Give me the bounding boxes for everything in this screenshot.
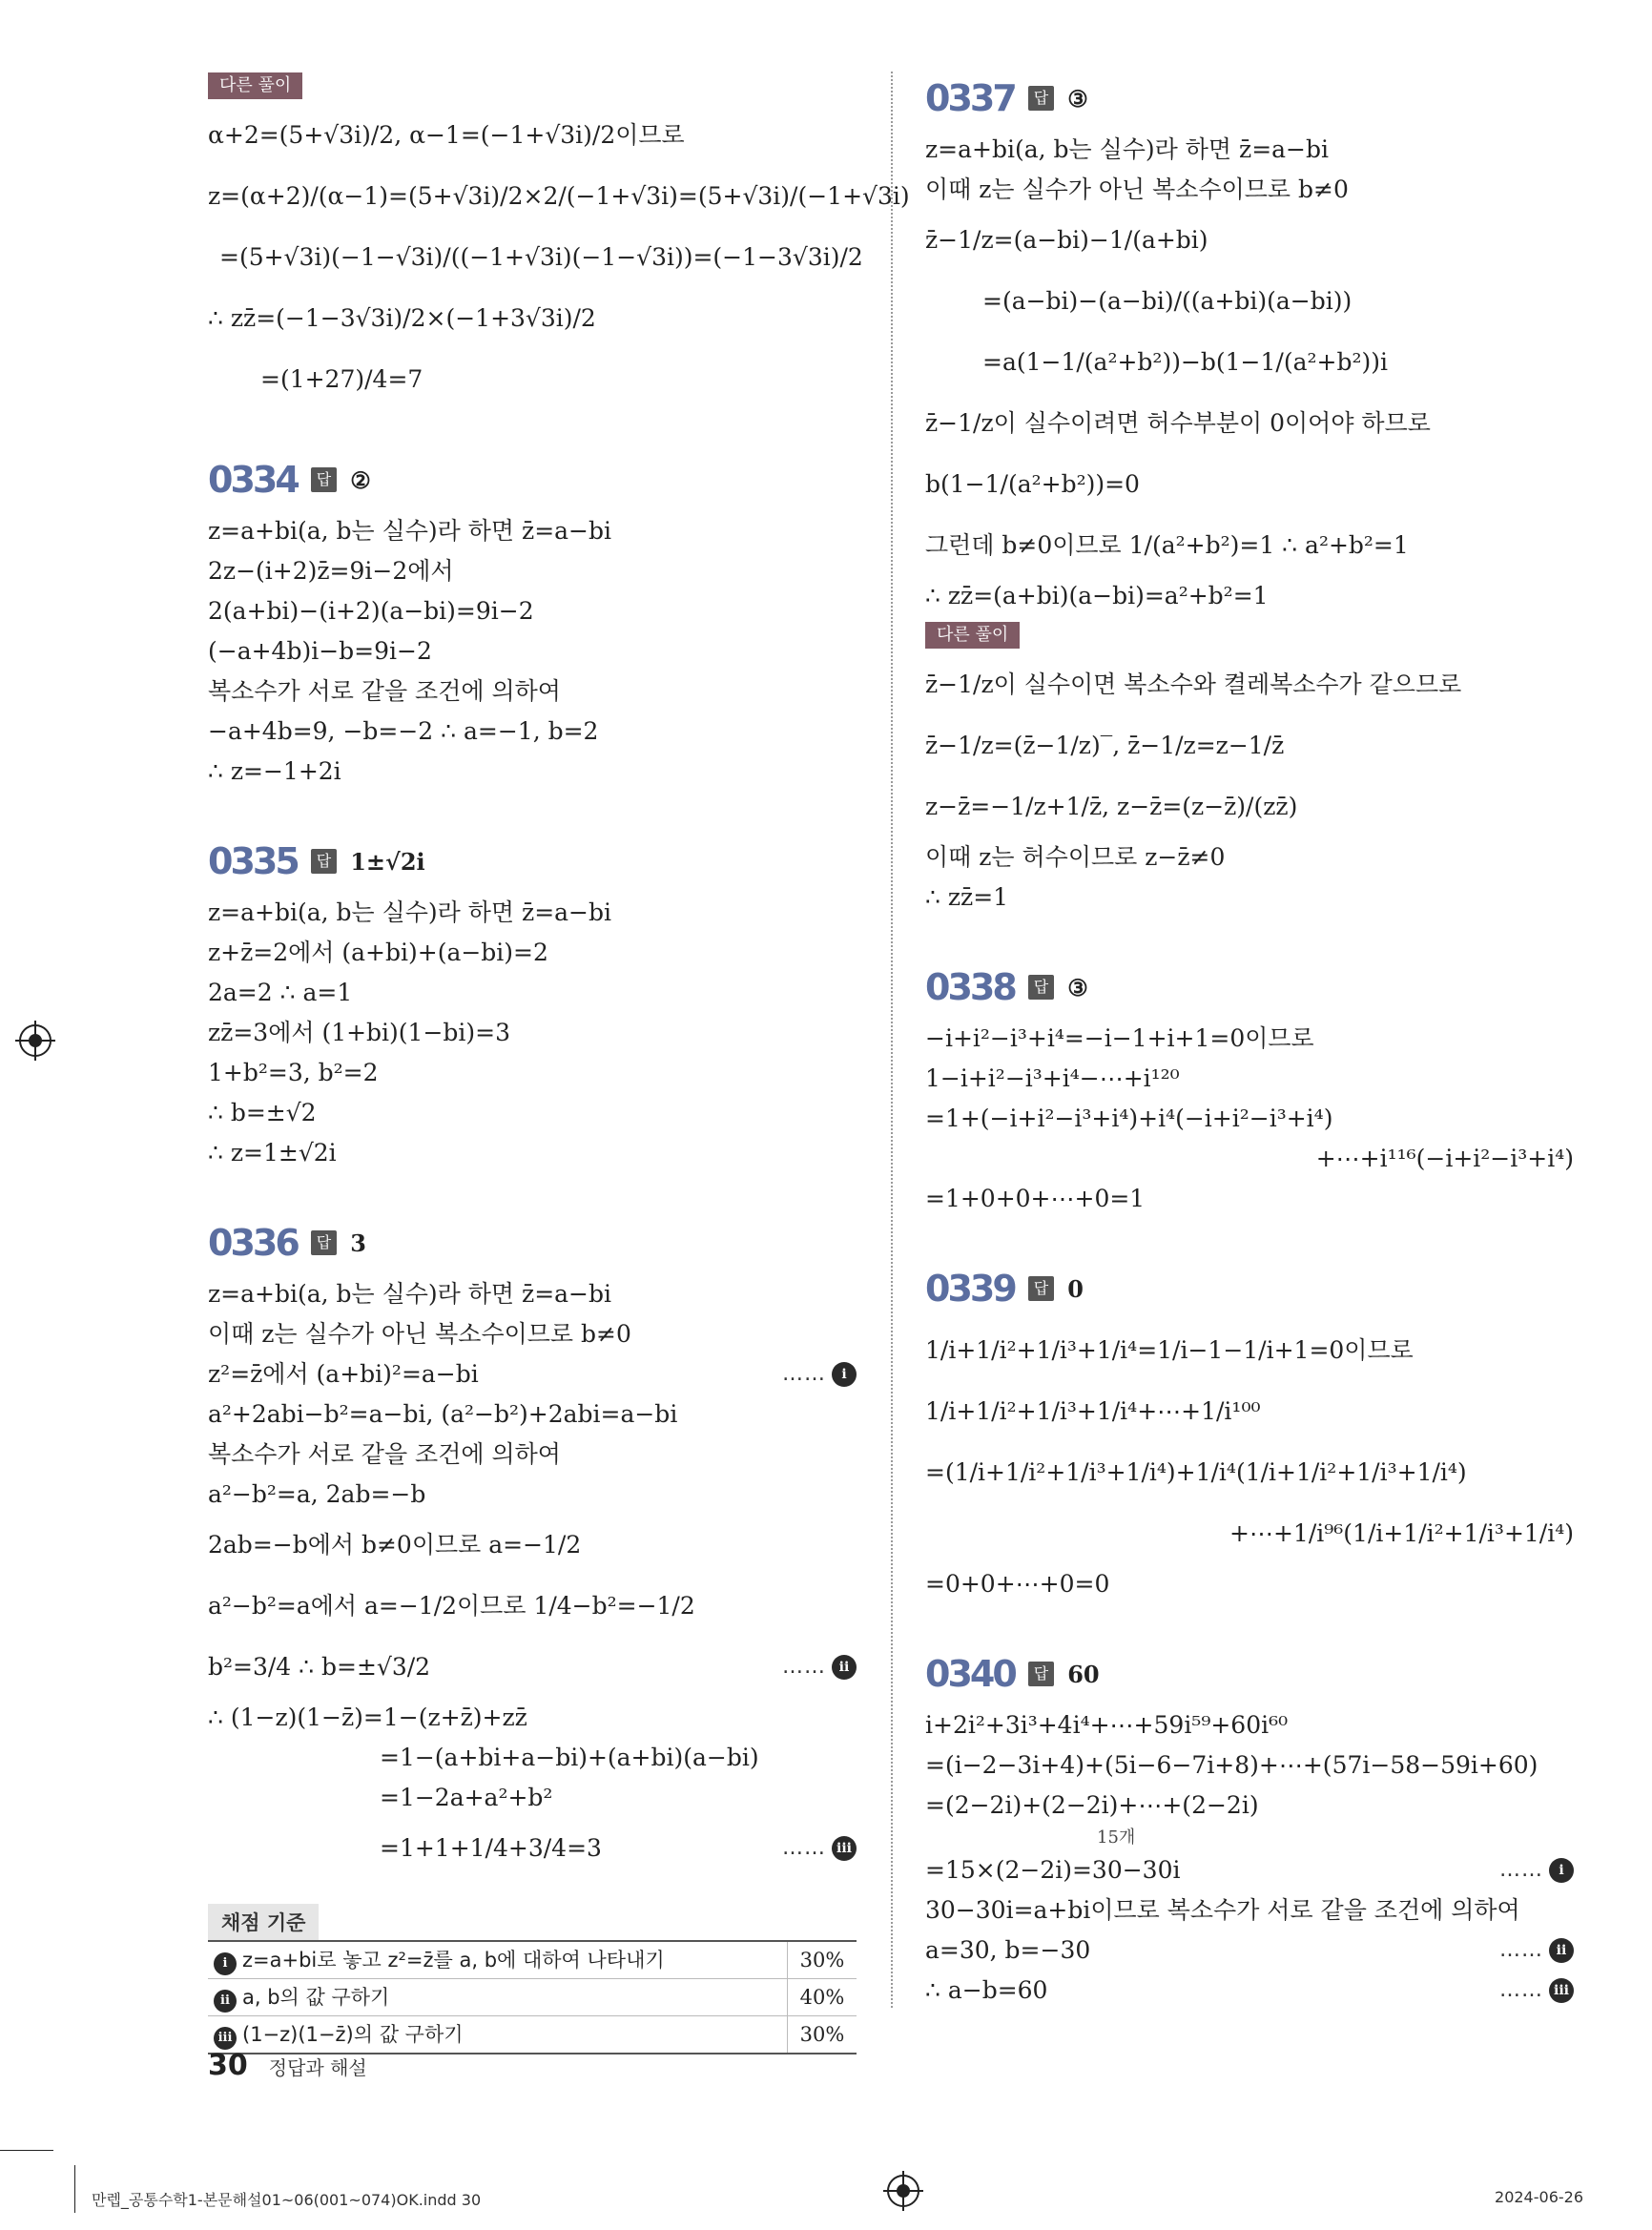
step-marker	[782, 1354, 857, 1394]
alt-line: z̄−1/z이 실수이면 복소수와 켤레복소수가 같으므로	[925, 671, 1462, 698]
step-marker	[782, 1637, 857, 1698]
solution-text: a=30, b=−30	[925, 1936, 1091, 1964]
solution-line: =(a−bi)−(a−bi)/((a+bi)(a−bi))	[982, 287, 1353, 315]
answer-value: 1±√2i	[350, 847, 425, 876]
alt-line: z̄−1/z=(z̄−1/z)‾, z̄−1/z=z−1/z̄	[925, 732, 1285, 759]
alt-line: ∴ zz̄=(−1−3√3i)/2×(−1+3√3i)/2	[208, 304, 596, 332]
problem-0334-header	[208, 448, 857, 511]
scoring-table	[208, 1940, 857, 2054]
answer-value: ③	[1067, 973, 1088, 1001]
scoring-criterion	[208, 1941, 788, 1979]
criterion-text: (1−z)(1−z̄)의 값 구하기	[242, 2023, 464, 2046]
solution-line: a²−b²=a에서 a=−1/2이므로 1/4−b²=−1/2	[208, 1592, 695, 1620]
solution-line: 1/i+1/i²+1/i³+1/i⁴=1/i−1−1/i+1=0이므로	[925, 1336, 1414, 1364]
solution-line: z+z̄=2에서 (a+bi)+(a−bi)=2	[208, 939, 548, 966]
alt-solution-tag: 다른 풀이	[208, 72, 302, 99]
solution-line: +⋯+i¹¹⁶(−i+i²−i³+i⁴)	[1315, 1145, 1574, 1172]
problem-0340-header	[925, 1642, 1574, 1705]
solution-line: 복소수가 서로 같을 조건에 의하여	[208, 1440, 561, 1468]
marker-dots: ……	[782, 1362, 826, 1386]
solution-line: (−a+4b)i−b=9i−2	[208, 637, 432, 665]
right-column	[925, 67, 1574, 2011]
solution-line: 2ab=−b에서 b≠0이므로 a=−1/2	[208, 1531, 582, 1559]
solution-line	[925, 1971, 1574, 2011]
page-number: 30	[208, 2049, 248, 2082]
solution-line: =(2−2i)+(2−2i)+⋯+(2−2i)	[925, 1791, 1259, 1819]
marker-dots: ……	[1499, 1978, 1543, 2002]
solution-line	[208, 1637, 857, 1698]
step-marker	[1499, 1931, 1574, 1971]
scoring-percent: 30%	[788, 2016, 857, 2054]
solution-line: =a(1−1/(a²+b²))−b(1−1/(a²+b²))i	[982, 348, 1388, 376]
answer-label: 답	[1028, 1276, 1054, 1301]
solution-line: ∴ z=1±√2i	[208, 1139, 337, 1167]
marker-dots: ……	[1499, 1858, 1543, 1882]
problem-number: 0334	[208, 459, 298, 501]
print-file-name: 만렙_공통수학1-본문해설01~06(001~074)OK.indd 30	[92, 2191, 482, 2209]
alt-line: 이때 z는 허수이므로 z−z̄≠0	[925, 843, 1226, 871]
solution-line: 이때 z는 실수가 아닌 복소수이므로 b≠0	[925, 176, 1349, 203]
crop-mark	[0, 2150, 53, 2151]
criterion-text: z=a+bi로 놓고 z²=z̄를 a, b에 대하여 나타내기	[242, 1949, 665, 1972]
scoring-criterion	[208, 1979, 788, 2016]
left-column	[208, 67, 910, 2054]
solution-line: a²−b²=a, 2ab=−b	[208, 1480, 426, 1508]
table-row	[208, 1941, 857, 1979]
solution-line: +⋯+1/i⁹⁶(1/i+1/i²+1/i³+1/i⁴)	[1229, 1519, 1574, 1547]
column-divider	[891, 72, 893, 2008]
solution-text: b²=3/4 ∴ b=±√3/2	[208, 1653, 431, 1681]
solution-line: a²+2abi−b²=a−bi, (a²−b²)+2abi=a−bi	[208, 1400, 678, 1428]
answer-value: 0	[1067, 1274, 1084, 1303]
problem-number: 0340	[925, 1653, 1015, 1695]
solution-line: =1+(−i+i²−i³+i⁴)+i⁴(−i+i²−i³+i⁴)	[925, 1105, 1333, 1132]
solution-text: =15×(2−2i)=30−30i	[925, 1856, 1181, 1884]
solution-line: 1+b²=3, b²=2	[208, 1059, 379, 1086]
answer-value: ③	[1067, 84, 1088, 113]
solution-line: ∴ zz̄=(a+bi)(a−bi)=a²+b²=1	[925, 582, 1269, 609]
problem-number: 0337	[925, 77, 1015, 119]
solution-line: ∴ z=−1+2i	[208, 757, 341, 785]
step-ii-icon: ii	[1549, 1938, 1574, 1963]
step-iii-icon: iii	[214, 2027, 237, 2050]
solution-line: =(i−2−3i+4)+(5i−6−7i+8)+⋯+(57i−58−59i+60)	[925, 1751, 1538, 1779]
solution-text: =1+1+1/4+3/4=3	[380, 1834, 602, 1862]
solution-line: 2(a+bi)−(i+2)(a−bi)=9i−2	[208, 597, 534, 625]
solution-line: =1−(a+bi+a−bi)+(a+bi)(a−bi)	[380, 1744, 759, 1771]
solution-line: −a+4b=9, −b=−2 ∴ a=−1, b=2	[208, 717, 599, 745]
solution-line: z=a+bi(a, b는 실수)라 하면 z̄=a−bi	[208, 898, 611, 926]
solution-line: −i+i²−i³+i⁴=−i−1+i+1=0이므로	[925, 1024, 1314, 1052]
answer-label: 답	[1028, 86, 1054, 111]
step-i-icon: i	[832, 1362, 857, 1387]
print-date: 2024-06-26	[1495, 2188, 1583, 2206]
step-ii-icon: ii	[832, 1655, 857, 1680]
solution-line: i+2i²+3i³+4i⁴+⋯+59i⁵⁹+60i⁶⁰	[925, 1711, 1289, 1739]
solution-line: z=a+bi(a, b는 실수)라 하면 z̄=a−bi	[208, 1280, 611, 1308]
alt-solution-tag: 다른 풀이	[925, 622, 1020, 649]
problem-0336-header	[208, 1211, 857, 1274]
solution-line: 30−30i=a+bi이므로 복소수가 서로 같을 조건에 의하여	[925, 1896, 1520, 1924]
alt-line: z=(α+2)/(α−1)=(5+√3i)/2×2/(−1+√3i)=(5+√3i)/(−1+√3i)	[208, 182, 910, 210]
problem-number: 0335	[208, 840, 298, 882]
group-count-label: 15개	[1097, 1827, 1136, 1848]
scoring-percent: 40%	[788, 1979, 857, 2016]
solution-line: ∴ b=±√2	[208, 1099, 317, 1126]
solution-line: 복소수가 서로 같을 조건에 의하여	[208, 677, 561, 705]
solution-line: 2a=2 ∴ a=1	[208, 979, 353, 1006]
solution-line	[925, 1850, 1574, 1890]
alt-line: z−z̄=−1/z+1/z̄, z−z̄=(z−z̄)/(zz̄)	[925, 793, 1298, 820]
solution-line: 2z−(i+2)z̄=9i−2에서	[208, 557, 454, 585]
solution-line: b(1−1/(a²+b²))=0	[925, 470, 1140, 498]
answer-value: 60	[1067, 1660, 1100, 1688]
solution-line: 1−i+i²−i³+i⁴−⋯+i¹²⁰	[925, 1064, 1180, 1092]
alt-line: =(1+27)/4=7	[260, 365, 423, 393]
solution-line: ∴ (1−z)(1−z̄)=1−(z+z̄)+zz̄	[208, 1703, 527, 1731]
table-row	[208, 1979, 857, 2016]
step-ii-icon: ii	[214, 1990, 237, 2013]
solution-line: z=a+bi(a, b는 실수)라 하면 z̄=a−bi	[925, 135, 1329, 163]
step-marker	[1499, 1850, 1574, 1890]
criterion-text: a, b의 값 구하기	[242, 1986, 390, 2009]
alt-line: =(5+√3i)(−1−√3i)/((−1+√3i)(−1−√3i))=(−1−3√3i)/2	[219, 243, 863, 271]
solution-line: z̄−1/z=(a−bi)−1/(a+bi)	[925, 226, 1208, 254]
alt-line: ∴ zz̄=1	[925, 883, 1009, 911]
problem-0337-header	[925, 67, 1574, 130]
answer-label: 답	[311, 1230, 337, 1255]
answer-label: 답	[311, 849, 337, 874]
solution-line: z̄−1/z이 실수이려면 허수부분이 0이어야 하므로	[925, 409, 1431, 437]
answer-value: ②	[350, 465, 371, 494]
answer-label: 답	[1028, 975, 1054, 1000]
crop-mark	[74, 2165, 75, 2213]
problem-number: 0338	[925, 966, 1015, 1008]
marker-dots: ……	[782, 1655, 826, 1679]
step-i-icon: i	[1549, 1858, 1574, 1883]
step-iii-icon: iii	[1549, 1978, 1574, 2003]
problem-0338-header	[925, 956, 1574, 1019]
solution-line: zz̄=3에서 (1+bi)(1−bi)=3	[208, 1019, 511, 1046]
step-marker	[1499, 1971, 1574, 2011]
marker-dots: ……	[1499, 1938, 1543, 1962]
solution-line: =(1/i+1/i²+1/i³+1/i⁴)+1/i⁴(1/i+1/i²+1/i³+1/i⁴)	[925, 1458, 1467, 1486]
problem-number: 0336	[208, 1222, 298, 1264]
step-i-icon: i	[214, 1952, 237, 1975]
solution-line	[208, 1818, 857, 1879]
registration-mark-icon	[19, 1024, 52, 1057]
page-footer	[208, 2049, 367, 2082]
answer-label: 답	[1028, 1662, 1054, 1686]
solution-line: =1−2a+a²+b²	[380, 1784, 553, 1811]
problem-number: 0339	[925, 1268, 1015, 1310]
solution-line: 1/i+1/i²+1/i³+1/i⁴+⋯+1/i¹⁰⁰	[925, 1397, 1261, 1425]
alt-line: α+2=(5+√3i)/2, α−1=(−1+√3i)/2이므로	[208, 121, 685, 149]
step-marker	[782, 1818, 857, 1879]
problem-0335-header	[208, 830, 857, 893]
scoring-title: 채점 기준	[208, 1904, 319, 1940]
solution-line: =1+0+0+⋯+0=1	[925, 1185, 1146, 1212]
solution-line: 이때 z는 실수가 아닌 복소수이므로 b≠0	[208, 1320, 631, 1348]
solution-line: z=a+bi(a, b는 실수)라 하면 z̄=a−bi	[208, 517, 611, 545]
page-label: 정답과 해설	[268, 2056, 367, 2079]
registration-mark-icon	[887, 2175, 919, 2207]
problem-0339-header	[925, 1257, 1574, 1320]
solution-text: ∴ a−b=60	[925, 1976, 1048, 2004]
answer-value: 3	[350, 1229, 366, 1257]
step-iii-icon: iii	[832, 1836, 857, 1861]
solution-text: z²=z̄에서 (a+bi)²=a−bi	[208, 1360, 479, 1388]
solution-line: =0+0+⋯+0=0	[925, 1570, 1110, 1598]
solution-line	[925, 1931, 1574, 1971]
answer-label: 답	[311, 467, 337, 492]
marker-dots: ……	[782, 1836, 826, 1860]
solution-line: 그런데 b≠0이므로 1/(a²+b²)=1 ∴ a²+b²=1	[925, 531, 1409, 559]
scoring-percent: 30%	[788, 1941, 857, 1979]
solution-line	[208, 1354, 857, 1394]
